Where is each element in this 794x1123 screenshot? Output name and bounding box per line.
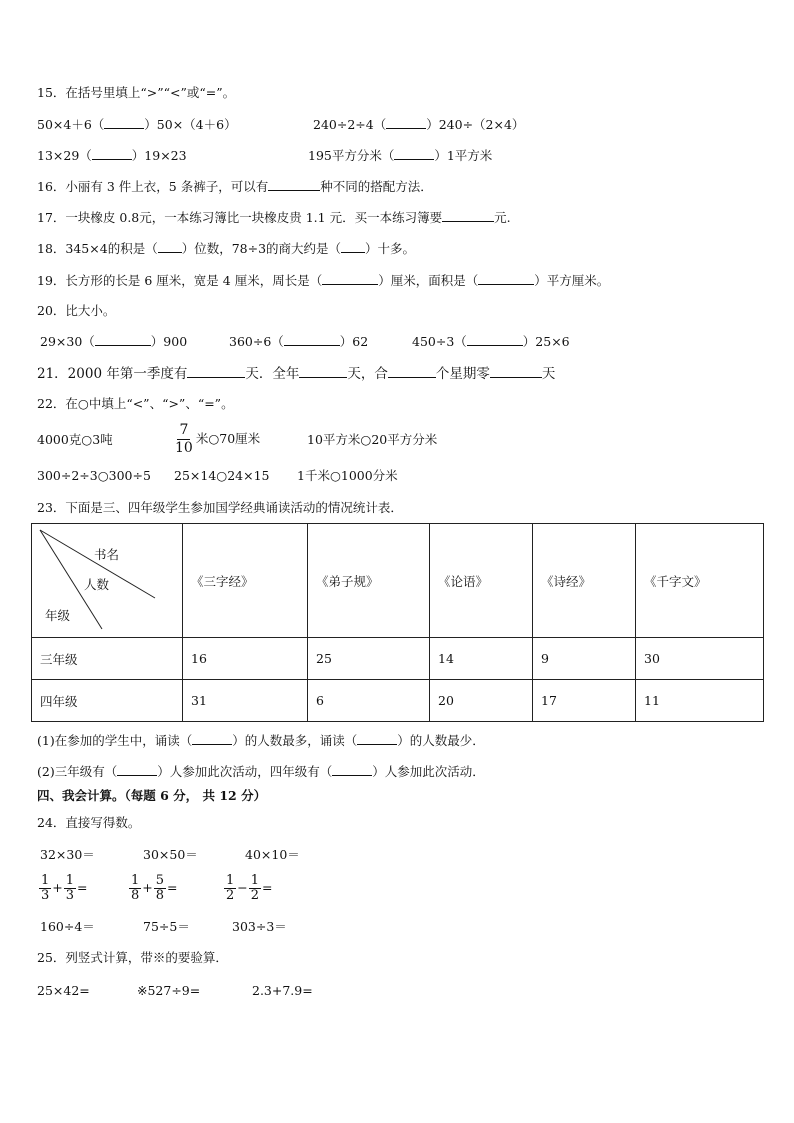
q24-title: 24．直接写得数。	[37, 815, 141, 830]
q20-item-2: 360÷6（ ）62	[229, 334, 369, 349]
statistics-table	[31, 523, 764, 722]
q19-line: 19．长方形的长是 6 厘米，宽是 4 厘米，周长是（ ）厘米，面积是（ ）平方厘米。	[37, 273, 610, 288]
table-header-row	[32, 524, 764, 638]
q20-item-1: 29×30（ ）900	[40, 334, 188, 349]
q16-line: 16．小丽有 3 件上衣，5 条裤子，可以有 种不同的搭配方法．	[37, 179, 433, 194]
book-header: 《弟子规》	[308, 524, 430, 638]
q24-row3-item: 160÷4＝	[40, 919, 95, 934]
q22-r2c3: 1千米○1000分米	[297, 468, 398, 483]
q22-r1c3: 10平方米○20平方分米	[307, 432, 438, 447]
q15-item-a1: 50×4＋6（ ）50×（4＋6）	[37, 117, 237, 132]
q25-item: 2.3+7.9=	[252, 983, 313, 998]
q22-title: 22．在○中填上“<”、“>”、“=”。	[37, 396, 234, 411]
value-cell: 31	[183, 680, 308, 722]
value-cell: 11	[636, 680, 764, 722]
value-cell: 17	[533, 680, 636, 722]
q20-item-3: 450÷3（ ）25×6	[412, 334, 570, 349]
q24-fraction-expr-1: $\frac{1}{3}$ + $\frac{1}{3}$ =	[41, 873, 88, 903]
q15-item-b2: 195平方分米（ ）1平方米	[308, 148, 493, 163]
book-header: 《三字经》	[183, 524, 308, 638]
diagonal-header-cell	[32, 524, 183, 638]
q22-r2c1: 300÷2÷3○300÷5	[37, 468, 151, 483]
book-header: 《千字文》	[636, 524, 764, 638]
q20-title: 20．比大小。	[37, 303, 116, 318]
q15-item-b1: 13×29（ ）19×23	[37, 148, 187, 163]
q22-r1c2: $\frac{7}{10}$ 米○70厘米	[175, 422, 261, 456]
q24-row3-item: 303÷3＝	[232, 919, 287, 934]
q24-row1-item: 32×30＝	[40, 847, 95, 862]
q23-title: 23．下面是三、四年级学生参加国学经典诵读活动的情况统计表．	[37, 500, 403, 515]
header-book: 书名	[94, 547, 120, 562]
header-grade: 年级	[45, 608, 71, 623]
q25-title: 25．列竖式计算，带※的要验算．	[37, 950, 228, 965]
q24-row1-item: 30×50＝	[143, 847, 198, 862]
q25-item: ※527÷9=	[137, 983, 201, 998]
value-cell: 6	[308, 680, 430, 722]
q18-line: 18．345×4的积是（ ）位数，78÷3的商大约是（ ）十多。	[37, 241, 416, 256]
value-cell: 25	[308, 638, 430, 680]
value-cell: 20	[430, 680, 533, 722]
table-row	[32, 680, 764, 722]
table-row	[32, 638, 764, 680]
q23-sub1: (1)在参加的学生中，诵读（ ）的人数最多，诵读（ ）的人数最少．	[37, 733, 485, 748]
q25-item: 25×42=	[37, 983, 90, 998]
q21-line: 21．2000 年第一季度有 天．全年 天，合 个星期零 天	[37, 366, 556, 382]
q24-row3-item: 75÷5＝	[143, 919, 190, 934]
value-cell: 30	[636, 638, 764, 680]
value-cell: 14	[430, 638, 533, 680]
q22-r1c1: 4000克○3吨	[37, 432, 113, 447]
book-header: 《论语》	[430, 524, 533, 638]
q17-line: 17．一块橡皮 0.8元，一本练习簿比一块橡皮贵 1.1 元．买一本练习簿要 元.	[37, 210, 511, 225]
header-people: 人数	[84, 577, 110, 592]
q24-row1-item: 40×10＝	[245, 847, 300, 862]
q15-item-a2: 240÷2÷4（ ）240÷（2×4）	[313, 117, 525, 132]
fraction-7-10: $\frac{7}{10}$	[175, 422, 193, 456]
q23-sub2: (2)三年级有（ ）人参加此次活动，四年级有（ ）人参加此次活动．	[37, 764, 485, 779]
q15-title: 15．在括号里填上“>”“<”或“=”。	[37, 85, 236, 100]
book-header: 《诗经》	[533, 524, 636, 638]
grade-cell: 三年级	[32, 638, 183, 680]
q24-fraction-expr-2: $\frac{1}{8}$ + $\frac{5}{8}$ =	[131, 873, 178, 903]
section-4-title: 四、我会计算。（每题 6 分， 共 12 分）	[37, 788, 267, 803]
q24-fraction-expr-3: $\frac{1}{2}$ − $\frac{1}{2}$ =	[226, 873, 273, 903]
value-cell: 16	[183, 638, 308, 680]
grade-cell: 四年级	[32, 680, 183, 722]
q22-r2c2: 25×14○24×15	[174, 468, 270, 483]
value-cell: 9	[533, 638, 636, 680]
